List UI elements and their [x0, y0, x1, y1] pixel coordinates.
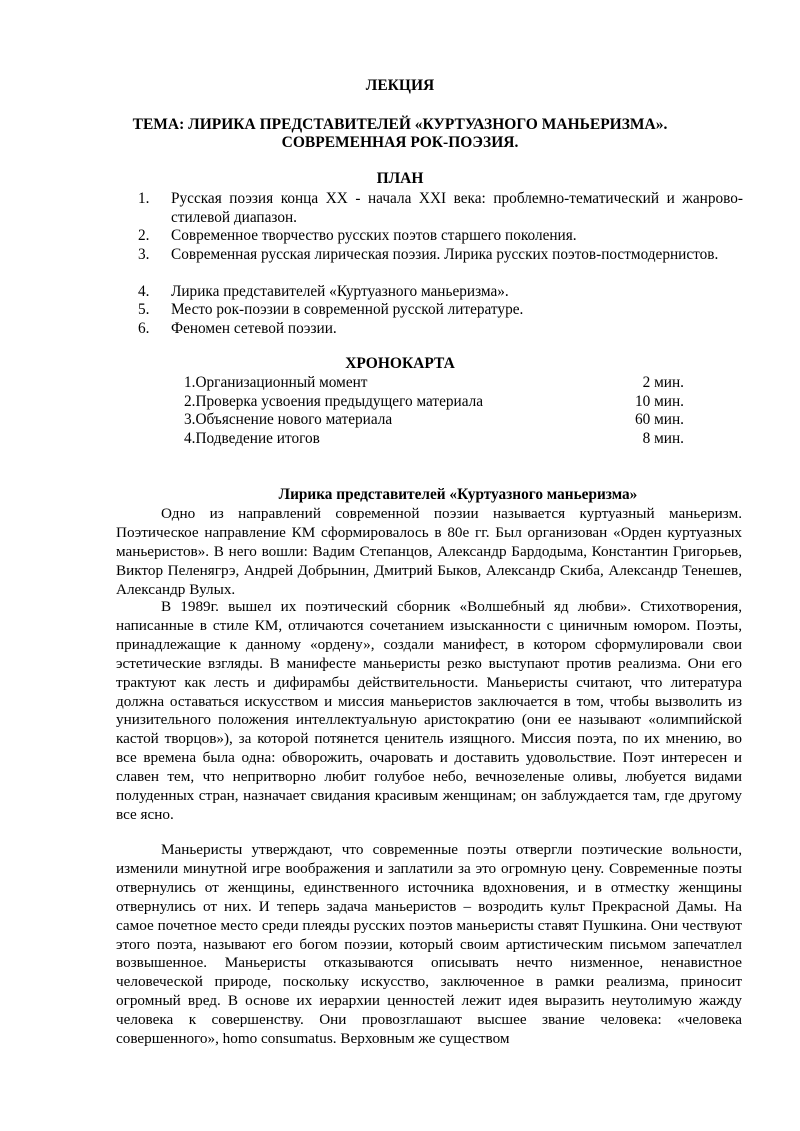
section-heading: Лирика представителей «Куртуазного маньеризма»	[278, 486, 638, 503]
plan-item-text: Феномен сетевой поэзии.	[171, 320, 337, 337]
chronomap-stage: 1.Организационный момент	[184, 374, 368, 391]
plan-item-number: 1.	[138, 190, 150, 207]
lecture-title: ЛЕКЦИЯ	[365, 77, 435, 94]
plan-item-number: 4.	[138, 283, 150, 300]
chronomap-duration: 10 мин.	[635, 393, 684, 410]
plan-item-text: Современное творчество русских поэтов старшего поколения.	[171, 227, 577, 244]
chronomap-row	[184, 430, 684, 449]
chronomap-duration: 8 мин.	[642, 430, 684, 447]
chronomap-stage: 3.Объяснение нового материала	[184, 411, 393, 428]
body-paragraph: В 1989г. вышел их поэтический сборник «Волшебный яд любви». Стихотворения, написанные в стиле КМ, отличаются сочетанием изысканности с циничным юмором. Поэты, принадлежащие к данному «ордену», создали манифест, в котором сформулировали свои эстетические взгляды. В манифесте маньеристы резко выступают против реализма. Они его трактуют как лесть и дифирамбы действительности. Маньеристы считают, что литература должна оставаться искусством и миссия маньеристов заключается в том, чтобы вызволить из унизительного положения интеллектуальную аристократию (они ее называют «олимпийской кастой творцов»), за которой потянется ценитель изящного. Миссия поэта, по их мнению, во все времена была одна: обворожить, очаровать и доставить удовольствие. Поэт интересен и славен тем, что непритворно любит голубое небо, вечнозеленые оливы, любуется видами полуденных стран, назначает свидания красивым женщинам; он заблуждается там, где другому все ясно.	[116, 598, 742, 823]
chronomap-duration: 60 мин.	[635, 411, 684, 428]
plan-item-number: 2.	[138, 227, 150, 244]
chronomap-stage: 4.Подведение итогов	[184, 430, 320, 447]
chronomap-row	[184, 374, 684, 393]
plan-item-number: 3.	[138, 246, 150, 263]
topic-line-2: СОВРЕМЕННАЯ РОК-ПОЭЗИЯ.	[281, 134, 519, 151]
topic-line-1: ТЕМА: ЛИРИКА ПРЕДСТАВИТЕЛЕЙ «КУРТУАЗНОГО МАНЬЕРИЗМА».	[132, 116, 668, 133]
chronomap-row	[184, 393, 684, 412]
chronomap-row	[184, 411, 684, 430]
body-paragraph: Маньеристы утверждают, что современные поэты отвергли поэтические вольности, изменили минутной игре воображения и заплатили за это огромную цену. Современные поэты отвернулись от женщины, единственного источника вдохновения, и в отместку женщины отвернулись от них. И теперь задача маньеристов – возродить культ Прекрасной Дамы. На самое почетное место среди плеяды русских поэтов маньеристы ставят Пушкина. Они чествуют этого поэта, называют его богом поэзии, который своим артистическим письмом запечатлел возвышенное. Маньеристы отказываются описывать нечто низменное, ненавистное человеческой природе, поскольку искусство, заключенное в рамки реализма, приносит огромный вред. В основе их иерархии ценностей лежит идея выразить неутолимую жажду человека к совершенству. Они провозглашают высшее звание человека: «человека совершенного», homo consumatus. Верховным же существом	[116, 841, 742, 1048]
plan-item-text: Русская поэзия конца XX - начала XXI века: проблемно-тематический и жанрово-стилевой диапазон.	[171, 190, 743, 226]
plan-item-text: Современная русская лирическая поэзия. Лирика русских поэтов-постмодернистов.	[171, 246, 719, 263]
chronomap-stage: 2.Проверка усвоения предыдущего материала	[184, 393, 484, 410]
body-paragraph: Одно из направлений современной поэзии называется куртуазный маньеризм. Поэтическое направление КМ сформировалось в 80е гг. Был организован «Орден куртуазных маньеристов». В него вошли: Вадим Степанцов, Александр Бардодыма, Константин Григорьев, Виктор Пеленягрэ, Андрей Добрынин, Дмитрий Быков, Александр Скиба, Александр Тенешев, Александр Вулых.	[116, 505, 742, 598]
plan-item-number: 5.	[138, 301, 150, 318]
plan-item-number: 6.	[138, 320, 150, 337]
plan-item-text: Лирика представителей «Куртуазного маньеризма».	[171, 283, 509, 300]
chronomap-duration: 2 мин.	[642, 374, 684, 391]
chronomap-heading: ХРОНОКАРТА	[345, 355, 455, 372]
plan-item-text: Место рок-поэзии в современной русской литературе.	[171, 301, 524, 318]
plan-heading: ПЛАН	[376, 170, 424, 187]
